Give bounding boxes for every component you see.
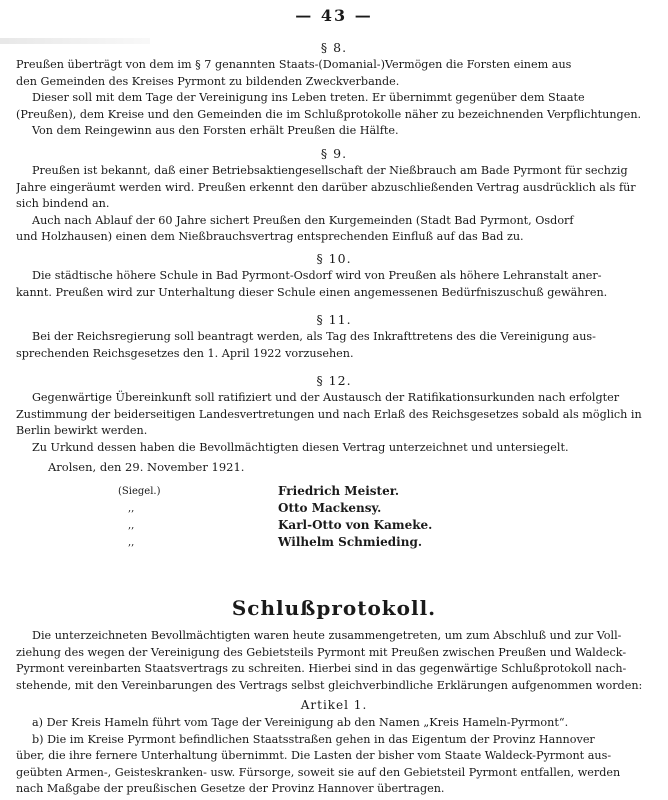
protocol-intro-line: stehende, mit den Vereinbarungen des Vertrags selbst gleichverbindliche Erklärungen aufgenommen worden: — [16, 678, 643, 692]
section-8-line: Dieser soll mit dem Tage der Vereinigung ins Leben treten. Er übernimmt gegenüber dem Staate — [32, 91, 585, 104]
section-12-line: Zustimmung der beiderseitigen Landesvertretungen und nach Erlaß des Reichsgesetzes sobald als möglich in — [16, 407, 642, 421]
section-9-heading: § 9. — [320, 146, 348, 161]
section-8-line: Preußen überträgt von dem im § 7 genannten Staats-(Domanial-)Vermögen die Forsten einem aus — [16, 58, 572, 71]
article-1-heading: Artikel 1. — [300, 698, 368, 712]
article-1-line: über, die ihre fernere Unterhaltung übernimmt. Die Lasten der bisher vom Staate Waldeck-Pyrmont aus- — [16, 749, 612, 762]
article-1-line: nach Maßgabe der preußischen Gesetze der Provinz Hannover übertragen. — [16, 782, 445, 795]
section-9-line: und Holzhausen) einen dem Nießbrauchsvertrag entsprechenden Einfluß auf das Bad zu. — [16, 230, 524, 243]
section-10-line: kannt. Preußen wird zur Unterhaltung dieser Schule einen angemessenen Bedürfniszuschuß gewähren. — [16, 285, 608, 299]
seal-mark: ,, — [128, 503, 135, 514]
section-11-heading: § 11. — [316, 312, 352, 327]
section-10-heading: § 10. — [316, 251, 352, 266]
signature-meister: Friedrich Meister. — [278, 484, 400, 498]
section-11-line: sprechenden Reichsgesetzes den 1. April 1922 vorzusehen. — [16, 346, 354, 360]
section-10-line: Die städtische höhere Schule in Bad Pyrmont-Osdorf wird von Preußen als höhere Lehranstalt aner- — [32, 269, 602, 282]
section-9-line: Auch nach Ablauf der 60 Jahre sichert Preußen den Kurgemeinden (Stadt Bad Pyrmont, Osdorf — [32, 213, 574, 227]
signature-mackensy: Otto Mackensy. — [278, 501, 382, 515]
section-8-heading: § 8. — [320, 40, 348, 55]
seal-mark: ,, — [128, 520, 135, 531]
section-12-line: Zu Urkund dessen haben die Bevollmächtigten diesen Vertrag unterzeichnet und untersiegelt. — [32, 440, 569, 454]
article-1-line: a) Der Kreis Hameln führt vom Tage der Vereinigung ab den Namen „Kreis Hameln-Pyrmont“. — [32, 716, 569, 729]
place-date: Arolsen, den 29. November 1921. — [48, 460, 245, 474]
section-12-line: Berlin bewirkt werden. — [16, 424, 148, 437]
article-1-line: b) Die im Kreise Pyrmont befindlichen Staatsstraßen gehen in das Eigentum der Provinz Hannover — [32, 732, 595, 746]
protocol-intro — [16, 628, 650, 694]
article-1-line: geübten Armen-, Geisteskranken- usw. Fürsorge, soweit sie auf den Gebietsteil Pyrmont entfallen, werden — [16, 765, 621, 779]
section-8-line: Von dem Reingewinn aus den Forsten erhält Preußen die Hälfte. — [32, 124, 399, 137]
section-12-body — [16, 390, 650, 456]
section-12-heading: § 12. — [316, 373, 352, 388]
protocol-intro-line: Pyrmont vereinbarten Staatsvertrags zu schreiten. Hierbei sind in das gegenwärtige Schlußprotokoll nach- — [16, 662, 627, 675]
seal-label: (Siegel.) — [118, 486, 161, 497]
section-9-line: Jahre eingeräumt werden wird. Preußen erkennt den darüber abzuschließenden Vertrag ausdrücklich als für — [16, 180, 636, 194]
seal-mark: ,, — [128, 537, 135, 548]
section-12-line: Gegenwärtige Übereinkunft soll ratifiziert und der Austausch der Ratifikationsurkunden nach erfolgter — [32, 391, 620, 404]
section-11-line: Bei der Reichsregierung soll beantragt werden, als Tag des Inkrafttretens des die Vereinigung aus- — [32, 330, 596, 343]
protocol-intro-line: Die unterzeichneten Bevollmächtigten waren heute zusammengetreten, um zum Abschluß und zur Voll- — [32, 629, 622, 642]
section-8-line: (Preußen), dem Kreise und den Gemeinden die im Schlußprotokolle näher zu bezeichnenden Verpflichtungen. — [16, 107, 642, 121]
section-11-body — [16, 329, 650, 362]
section-9-line: sich bindend an. — [16, 197, 110, 210]
signature-schmieding: Wilhelm Schmieding. — [278, 535, 423, 549]
page-number: — 43 — — [295, 6, 373, 25]
section-9-body — [16, 163, 650, 246]
protocol-title: Schlußprotokoll. — [231, 596, 437, 620]
section-10-body — [16, 268, 650, 301]
signature-kameke: Karl-Otto von Kameke. — [278, 518, 433, 532]
article-1-body — [16, 715, 650, 798]
protocol-intro-line: ziehung des wegen der Vereinigung des Gebietsteils Pyrmont mit Preußen zwischen Preußen und Waldeck- — [16, 645, 627, 659]
section-8-line: den Gemeinden des Kreises Pyrmont zu bildenden Zweckverbande. — [16, 74, 400, 88]
section-8-body — [16, 57, 650, 140]
section-9-line: Preußen ist bekannt, daß einer Betriebsaktiengesellschaft der Nießbrauch am Bade Pyrmont für sechzig — [32, 164, 628, 177]
